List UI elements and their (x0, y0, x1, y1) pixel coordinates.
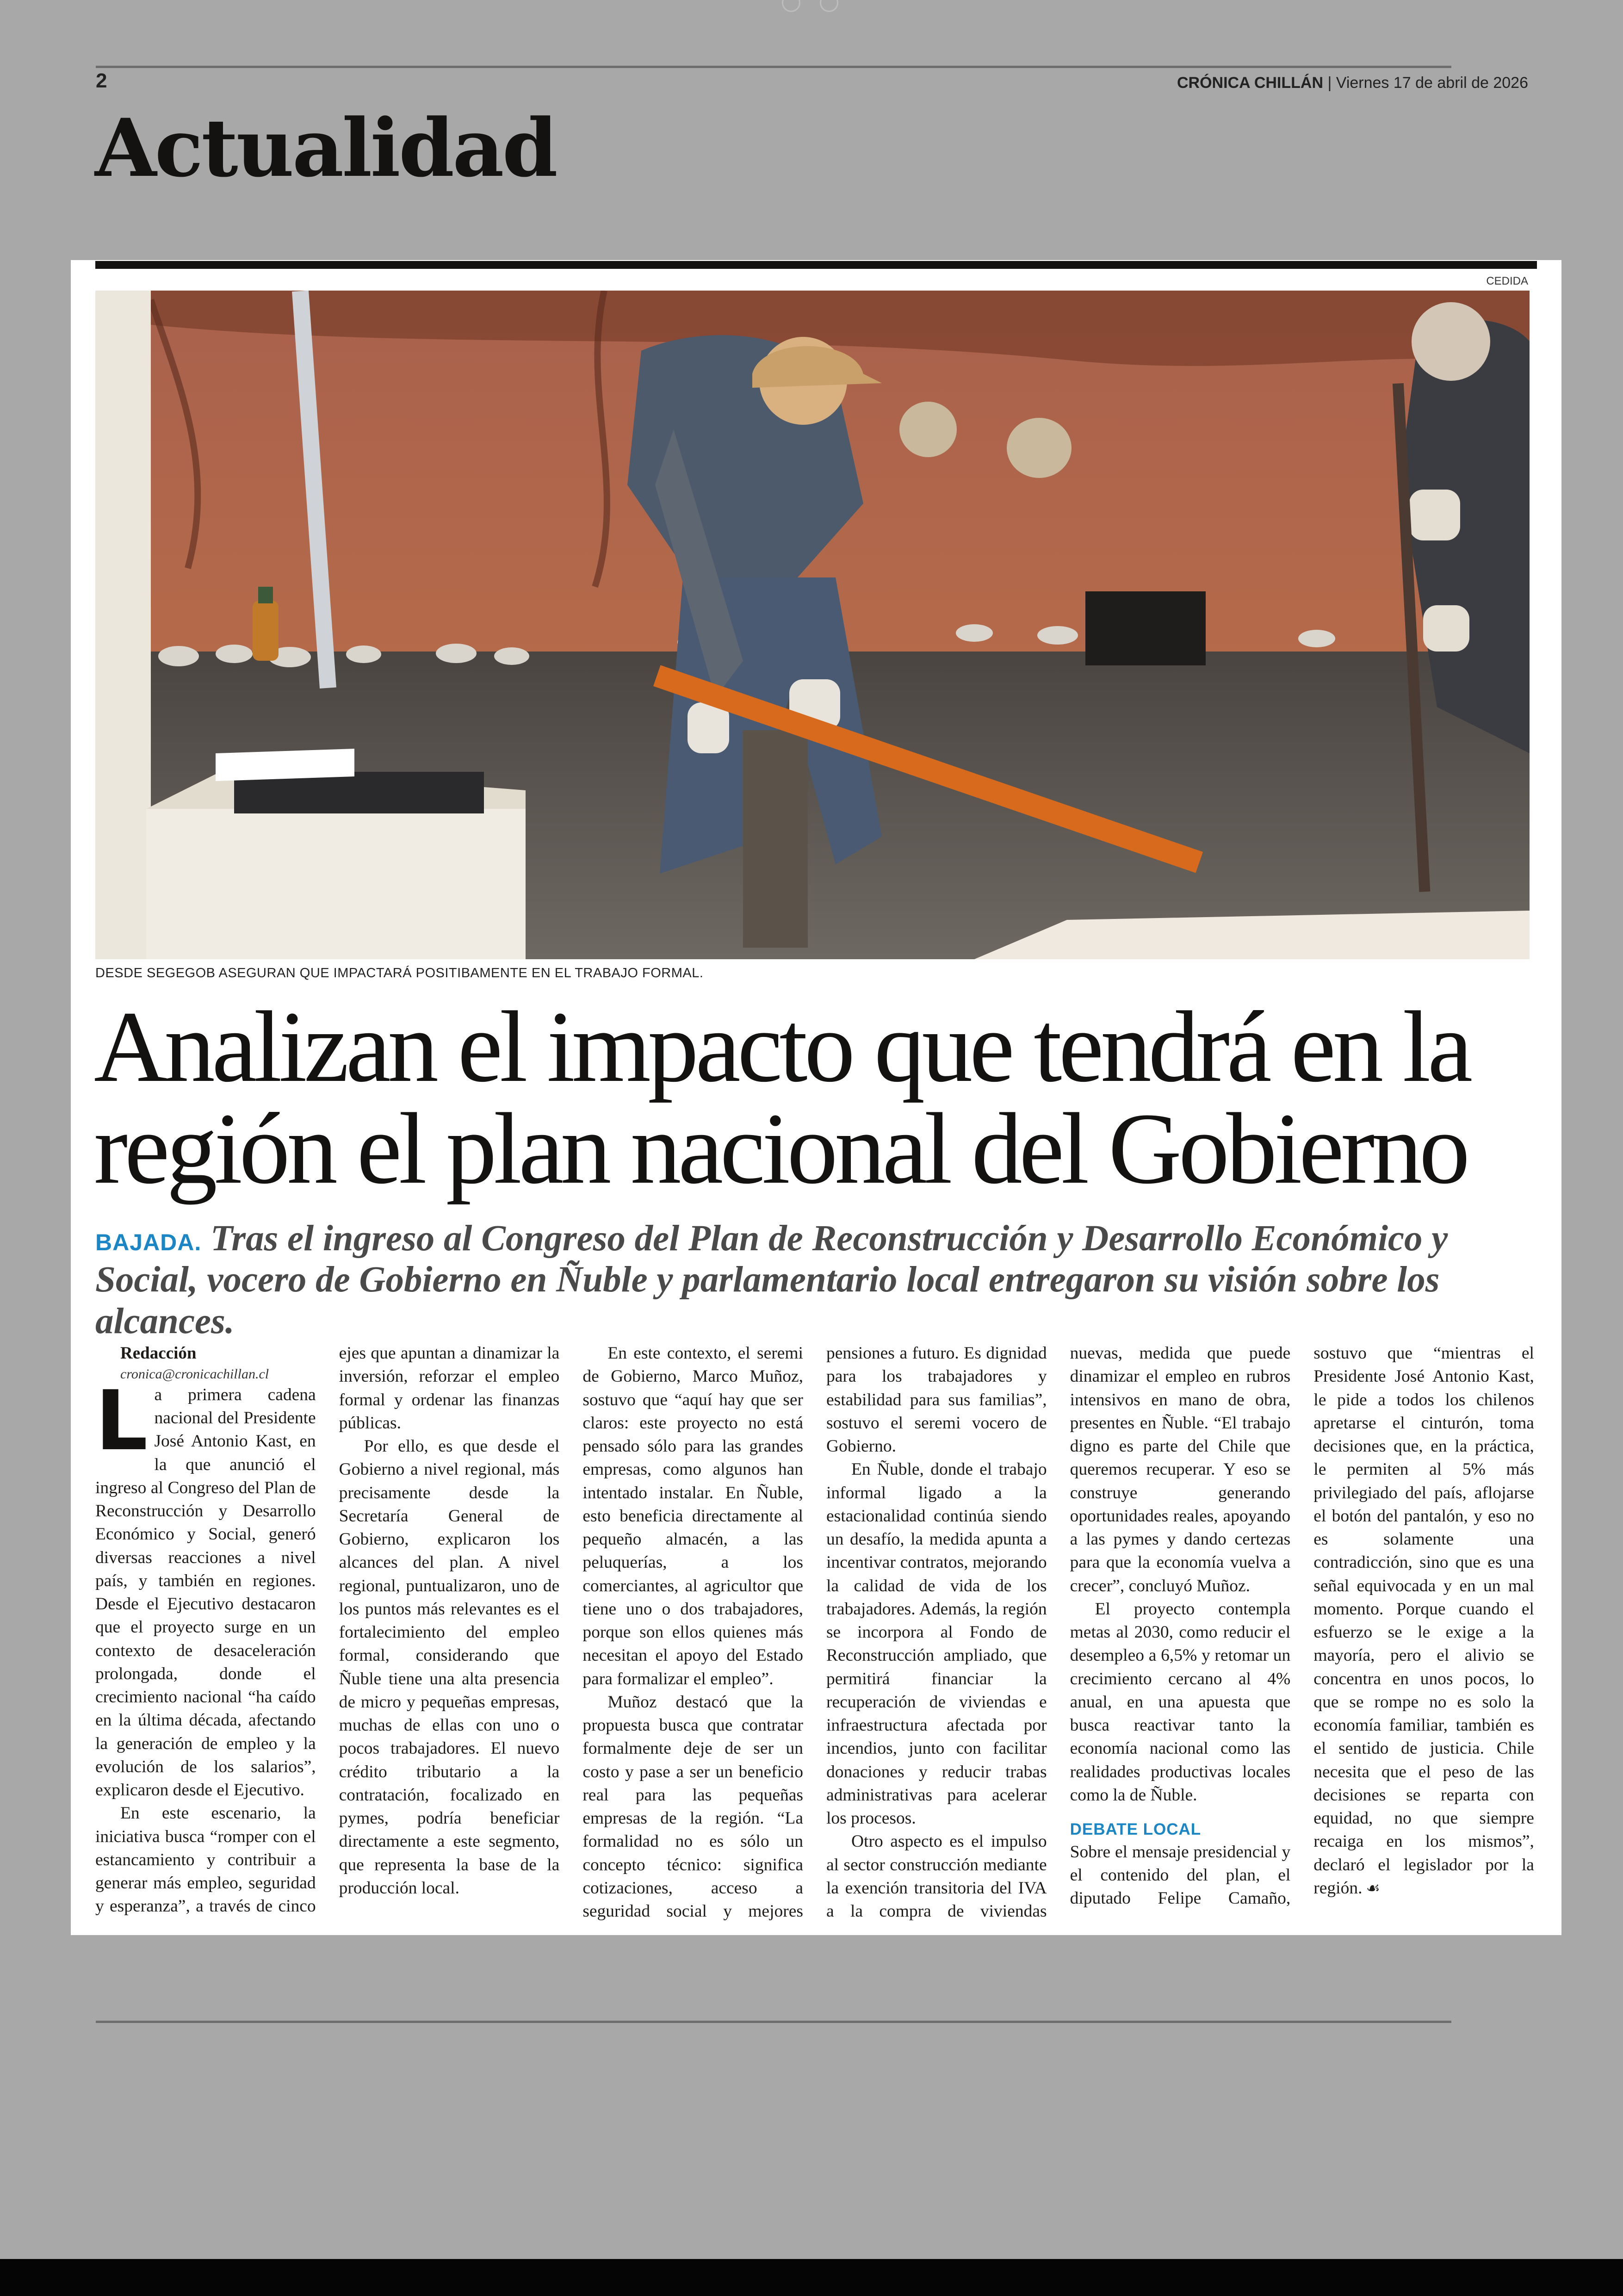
top-rule (96, 66, 1451, 68)
photo-caption: DESDE SEGEGOB ASEGURAN QUE IMPACTARÁ POSITIBAMENTE EN EL TRABAJO FORMAL. (95, 966, 704, 980)
article-photo (95, 291, 1530, 959)
subhead: DEBATE LOCAL (1070, 1820, 1202, 1838)
nav-dot[interactable] (782, 0, 800, 12)
page-nav-dots (782, 0, 842, 14)
page-number: 2 (96, 69, 107, 92)
masthead-separator: | (1323, 74, 1336, 92)
article-body (95, 1342, 1534, 1930)
deck-text: Tras el ingreso al Congreso del Plan de Reconstrucción y Desarrollo Económico y Social, vocero de Gobierno en Ñuble y parlamentario local entregaron su visión sobre los alcances. (95, 1218, 1448, 1341)
drop-cap: L (95, 1372, 148, 1469)
bottom-bar (0, 2259, 1623, 2296)
headline: Analizan el impacto que tendrá en la región el plan nacional del Gobierno (94, 990, 1470, 1205)
masthead-date: Viernes 17 de abril de 2026 (1336, 74, 1528, 92)
nav-dot[interactable] (820, 0, 838, 12)
article-top-rule (95, 261, 1537, 269)
masthead-line (1177, 74, 1528, 92)
byline-email[interactable]: cronica@cronicachillan.cl (120, 1366, 269, 1382)
end-mark-icon: ☙ (1366, 1879, 1380, 1898)
paragraph: El proyecto contempla metas al 2030, como reducir el desempleo a 6,5% y retomar un crecimiento cercano al 4% anual, en una apuesta que busca reactivar tanto la economía nacional como las realidades productivas locales como la de Ñuble. (1070, 1599, 1291, 1805)
paragraph: En Ñuble, donde el trabajo informal ligado a la estacionalidad continúa siendo un desafío, la medida apunta a incentivar contratos, mejorando la calidad de vida de los trabajadores. Además, la región se incorpora al Fondo de Reconstrucción ampliado, que permitirá financiar la recuperación de viviendas e infraestructura afectada por incendios, junto con facilitar donaciones y reducir trabas administrativas para acelerar los procesos. (826, 1460, 1047, 1828)
paragraph: En este contexto, el seremi de Gobierno, Marco Muñoz, sostuvo que “aquí hay que ser claros: este proyecto no está pensado sólo para las grandes empresas, como algunos han intentado instalar. En Ñuble, esto beneficia directamente al pequeño almacén, a las peluquerías, a los comerciantes, al agricultor que tiene uno o dos trabajadores, porque son ellos quienes más necesitan el apoyo del Estado para formalizar el empleo”. (582, 1344, 803, 1688)
article (71, 260, 1561, 1935)
masthead-brand: CRÓNICA CHILLÁN (1177, 74, 1324, 92)
bottom-rule (96, 2021, 1451, 2023)
paragraph: Por ello, es que desde el Gobierno a nivel regional, más precisamente desde la Secretaría General de Gobierno, explicaron los alcances del plan. A nivel regional, puntualizaron, uno de los puntos más relevantes es el fortalecimiento del empleo formal, considerando que Ñuble tiene una alta presencia de micro y pequeñas empresas, muchas de ellas con uno o pocos trabajadores. El nuevo crédito tributario a la contratación, focalizado en pymes, podría beneficiar directamente a este segmento, que representa la base de la producción local. (339, 1437, 560, 1898)
byline: Redacción (120, 1344, 197, 1363)
paragraph-text: a primera cadena nacional del Presidente José Antonio Kast, en la que anunció el ingreso al Congreso del Plan de Reconstrucción y Desarrollo Económico y Social, generó diversas reacciones a nivel país, y también en regiones. Desde el Ejecutivo destacaron que el proyecto surge en un contexto de desaceleración prolongada, donde el crecimiento nacional “ha caído en la última década, afectando la generación de empleo y la evolución de los salarios”, explicaron desde el Ejecutivo. (95, 1385, 316, 1800)
deck (95, 1218, 1534, 1342)
paragraph-text: Sobre el mensaje presidencial y el contenido del plan, el diputado Felipe Camaño, sostuvo que “mientras el Presidente José Antonio Kast, le pide a todos los chilenos apretarse el cinturón, toma decisiones que, en la práctica, le permiten al 5% más privilegiado del país, aflojarse el botón del pantalón, y eso no es solamente una contradicción, sino que es una señal equivocada y en un mal momento. Porque cuando el esfuerzo se le exige a la mayoría, pero el alivio se concentra en unos pocos, lo que se rompe no es solo la economía familiar, también es el sentido de justicia. Chile necesita que el peso de las decisiones se reparta con equidad, no que siempre recaiga en los mismos”, declaró el legislador por la región. (1070, 1344, 1534, 1908)
paragraph: Otro aspecto es el impulso al sector construcción mediante la exención transitoria del IVA a la compra de viviendas nuevas, medida que puede dinamizar el empleo en rubros intensivos en mano de obra, presentes en Ñuble. “El trabajo digno es parte del Chile que queremos recuperar. Y eso se construye generando oportunidades reales, apoyando a las pymes y dando certezas para que la economía vuelva a crecer”, concluyó Muñoz. (826, 1344, 1291, 1921)
section-title: Actualidad (95, 101, 556, 195)
deck-kicker: BAJADA. (95, 1229, 202, 1255)
paragraph: En este escenario, la iniciativa busca “romper con el estancamiento y contribuir a generar más empleo, seguridad y esperanza”, a través de cinco ejes que apuntan a dinamizar la inversión, reforzar el empleo formal y ordenar las finanzas públicas. (95, 1344, 560, 1916)
paragraph: Muñoz destacó que la propuesta busca que contratar formalmente deje de ser un costo y pase a ser un beneficio real para las pequeñas empresas de la región. “La formalidad no es sólo un concepto técnico: significa cotizaciones, acceso a seguridad social y mejores pensiones a futuro. Es dignidad para los trabajadores y estabilidad para sus familias”, sostuvo el seremi vocero de Gobierno. (582, 1344, 1047, 1921)
photo-credit: CEDIDA (1486, 275, 1528, 287)
